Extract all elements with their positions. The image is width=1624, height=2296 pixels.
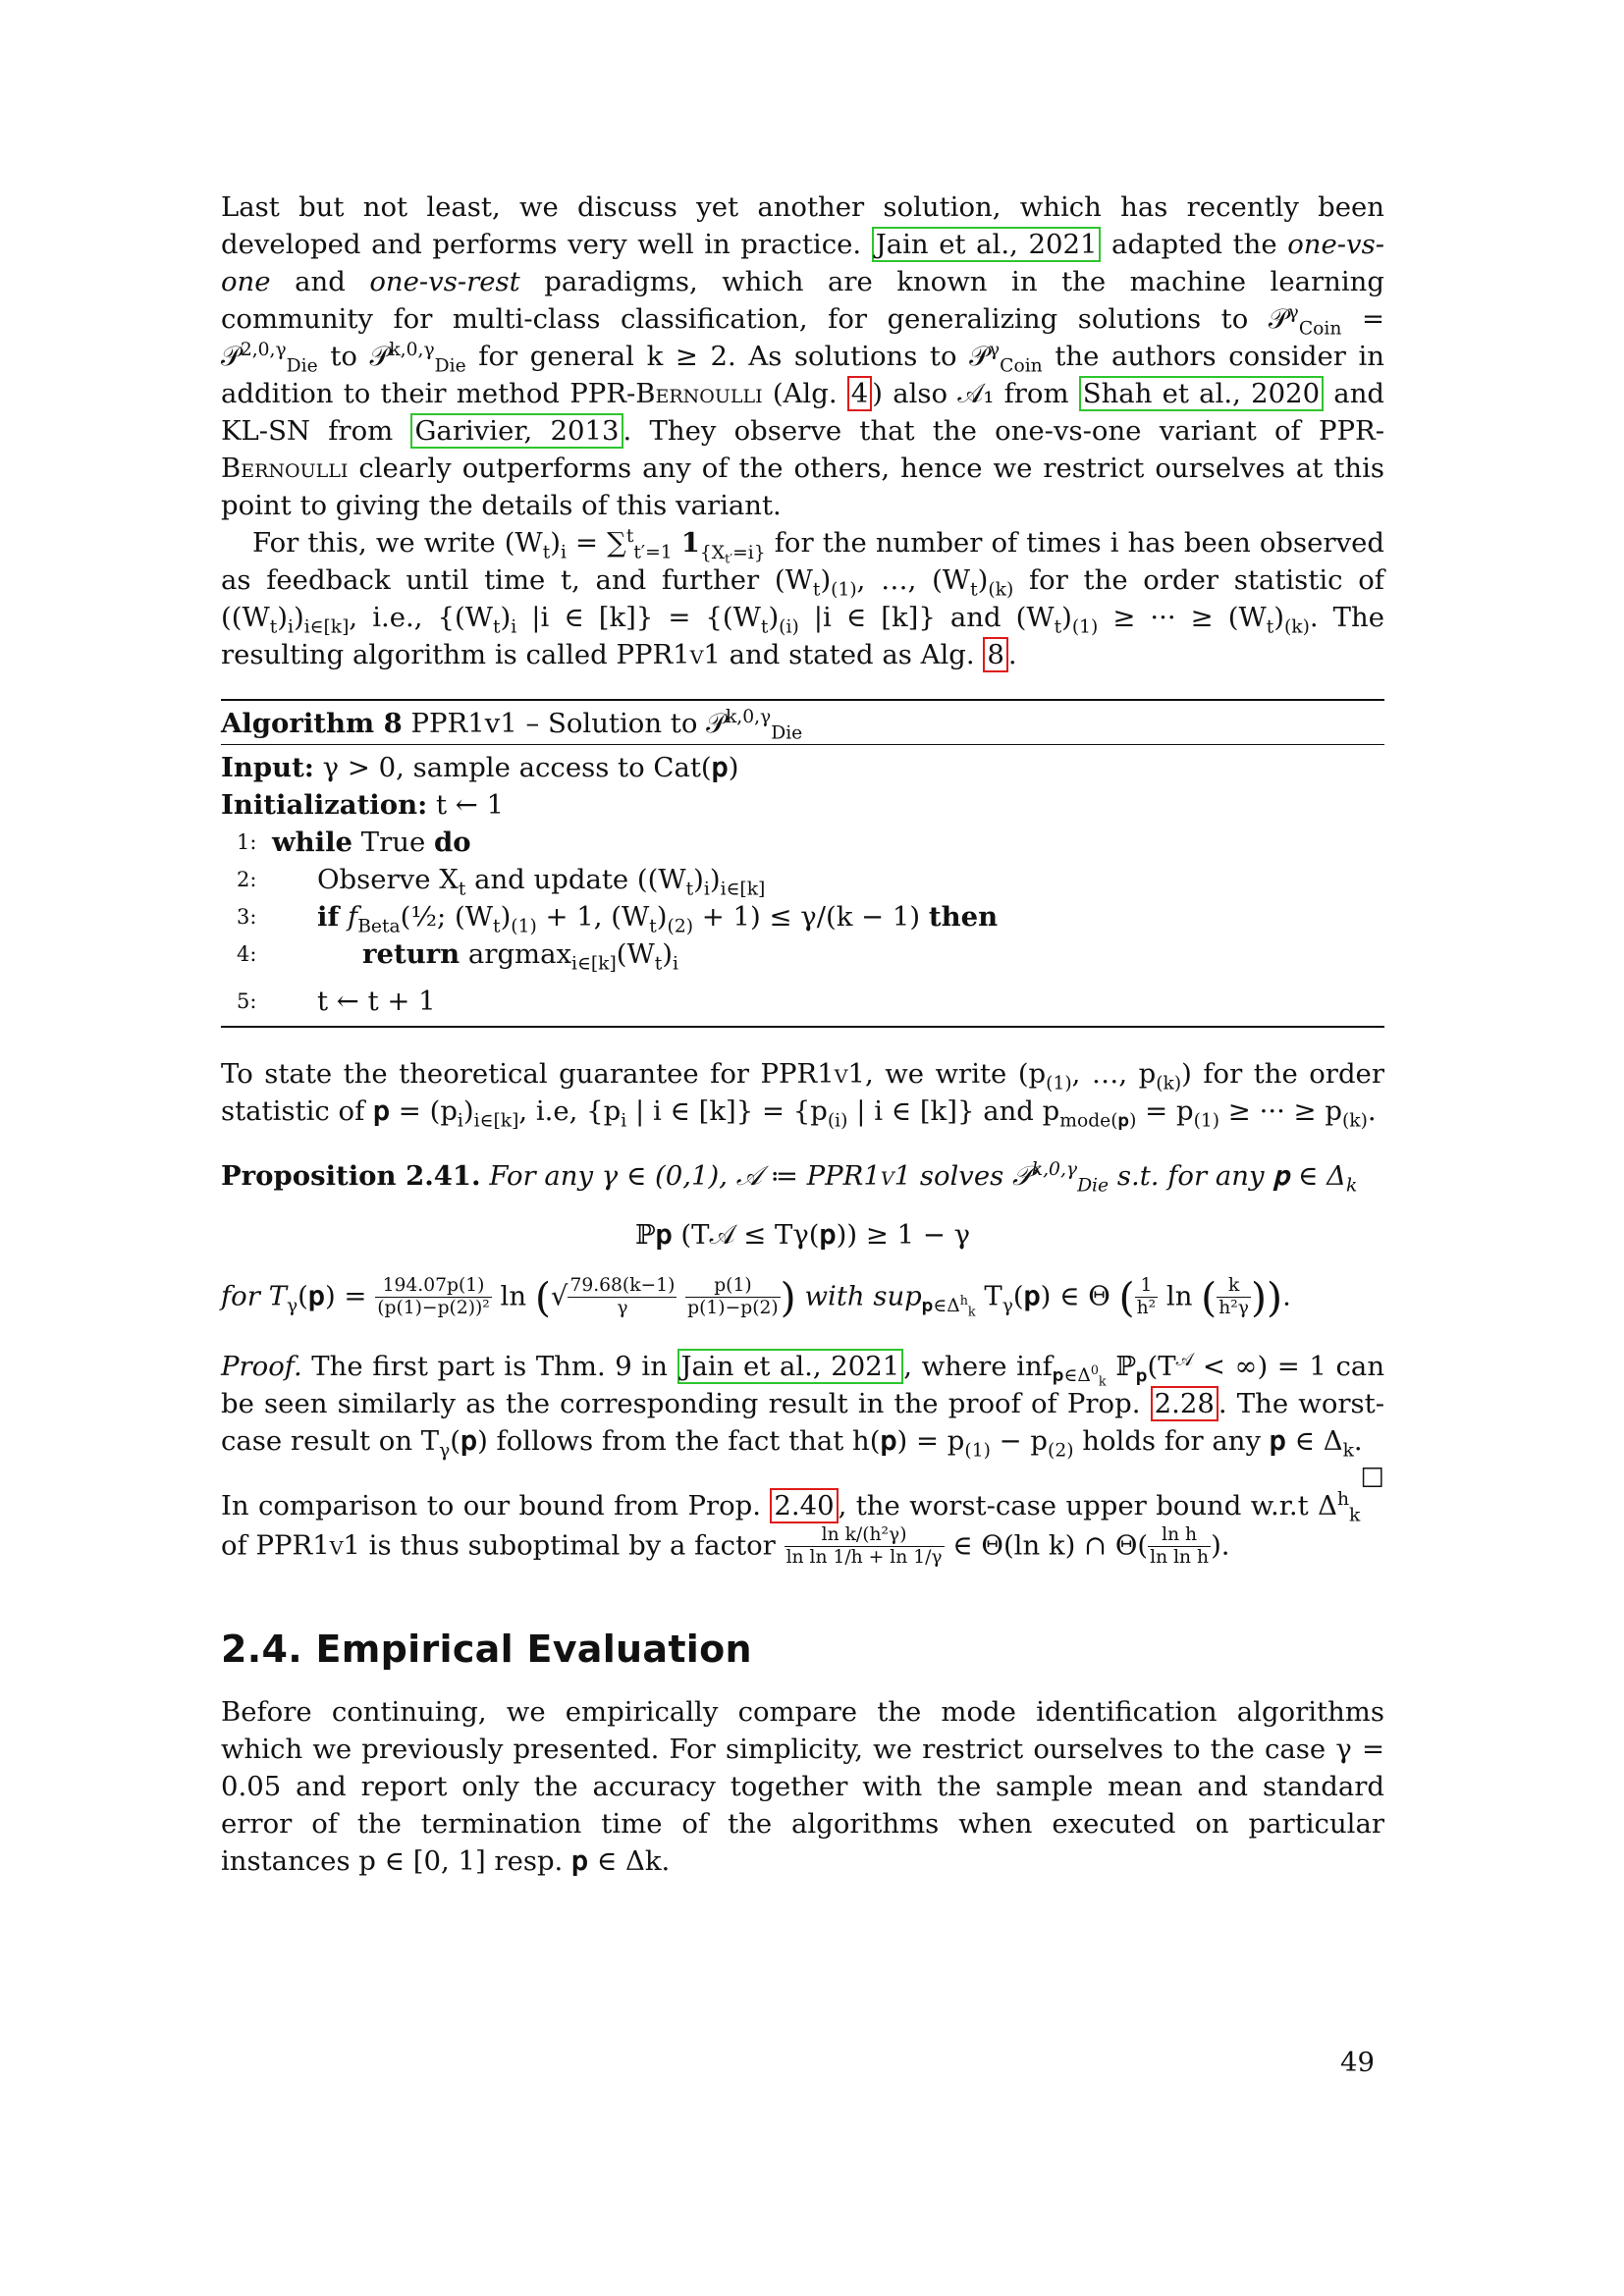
algorithm-body: [221, 745, 1384, 1026]
page-number: 49: [1340, 2047, 1375, 2078]
algorithm-line-5: 5: t ← t + 1: [237, 986, 436, 1017]
algorithm-line-2: 2: Observe $X_t$ and update $((W_t)_i)_{i\in[k]}$: [237, 864, 766, 900]
paragraph-empirical-intro: Before continuing, we empirically compare the mode identification algorithms which we previously presented. For simplicity, we restrict ourselves to the case γ = 0.05 and report only the accuracy together with the sample mean and standard error of the termination time of the algorithms when executed on particular instances p ∈ [0, 1] resp. 𝐩 ∈ Δk.: [221, 1695, 1384, 1877]
paragraph-order-statistic: For this, we write $(W_t)_i = \sum^t_{t'=1}$ $1_{\{X_{t'}=i\}}$ for the number of times i has been observed as feedback until time t, and further $(W_t)_{(1)}$, …, $(W_t)_{(k)}$ for the order statistic of $((W_t)_i)_{i\in[k]}$, i.e., {$(W_t)_i$ |i ∈ $[k]\} = \{(W_t)_{(i)}$ |i ∈ [k]} and $(W_t)_{(1)}$ ≥ ··· ≥ $(W_t)_{(k)}$. The resulting algorithm is called PPR1v1 and stated as Alg. 8 .: [221, 525, 1384, 670]
algorithm-line-4: 4: return $argmax_{i\in[k]}(W_t)_i$: [237, 938, 678, 975]
citation-jain-2021-proof[interactable]: Jain et al., 2021: [677, 1349, 904, 1384]
algorithm-input: Input: γ > 0, sample access to Cat(𝐩): [221, 752, 739, 783]
citation-garivier-2013[interactable]: Garivier, 2013: [410, 413, 623, 449]
proposition-ref-2-40[interactable]: 2.40: [770, 1488, 838, 1523]
paragraph-ppr-intro: Last but not least, we discuss yet another solution, which has recently been developed and performs very well in practice. Jain et al., 2021 adapted the one-vs-one and one-vs-rest paradigms, which are known in the machine learning community for multi-class classification, for generalizing solutions to 𝒫$^\gamma_{Coin}$ = 𝒫$^{2,0,\gamma}_{Die}$ to 𝒫$^{k,0,\gamma}_{Die}$ for general k ≥ 2. As solutions to 𝒫$^\gamma_{Coin}$ the authors consider in addition to their method PPR-Bernoulli (Alg. 4 ) also 𝒜₁ from Shah et al., 2020 and KL-SN from Garivier, 2013 . They observe that the one-vs-one variant of PPR-Bernoulli clearly outperforms any of the others, hence we restrict ourselves at this point to giving the details of this variant.: [221, 191, 1385, 521]
algorithm-initialization: Initialization: t ← 1: [221, 789, 505, 821]
qed-icon: ☐: [1360, 1462, 1384, 1494]
proposition-ref-2-28[interactable]: 2.28: [1151, 1386, 1218, 1421]
algorithm-8-box: [221, 699, 1384, 1028]
proposition-display-equation: ℙ𝐩 (T𝒜 ≤ Tγ(𝐩)) ≥ 1 − γ: [634, 1219, 971, 1251]
algorithm-ref-8[interactable]: 8: [983, 637, 1008, 672]
paragraph-theoretical-guarantee: To state the theoretical guarantee for PPR1v1, we write ($p_{(1)}$, …, $p_{(k)}$) for the order statistic of 𝐩 = $(p_i)_{i\in[k]}$, i.e, {$p_i$ | i ∈ $[k]\} = \{p_{(i)}$ | i ∈ [k]} and $p_{mode(𝐩)} = p_{(1)}$ ≥ ··· ≥ $p_{(k)}$.: [221, 1058, 1384, 1132]
algorithm-ref-4[interactable]: 4: [847, 376, 873, 411]
citation-shah-2020[interactable]: Shah et al., 2020: [1079, 376, 1324, 411]
page-body: [221, 188, 1384, 1880]
citation-jain-2021[interactable]: Jain et al., 2021: [872, 227, 1102, 262]
algorithm-line-3: 3: if $f_{Beta}(\frac{1}{2}$; $(W_t)_{(1)} + 1$, $(W_t)_{(2)} + 1) \le \gamma/(k - 1)$ then: [237, 901, 999, 937]
algorithm-header: Algorithm 8 PPR1v1 – Solution to 𝒫$^{k,0,\gamma}_{Die}$: [221, 701, 1384, 745]
proof-block: Proof. The first part is Thm. 9 in Jain et al., 2021 , where inf$_{𝐩\in\Delta^0_k}$ $ℙ_𝐩(T^𝒜$ < ∞) = 1 can be seen similarly as the corresponding result in the proof of Prop. 2.28 . The worst-case result on $T_\gamma(𝐩)$ follows from the fact that h(𝐩) = $p_{(1)} - p_{(2)}$ holds for any 𝐩 ∈ $\Delta_k$. ☐: [221, 1348, 1384, 1460]
paragraph-comparison: In comparison to our bound from Prop. 2.40 , the worst-case upper bound w.r.t $\Delta^h_k$ of PPR1v1 is thus suboptimal by a factor $\frac{\text{ln k/(h²γ)}}{\text{ln ln 1/h + ln 1/γ}}$ ∈ Θ(ln k) ∩ Θ( $\frac{\text{ln h}}{\text{ln ln h}}$ ).: [221, 1488, 1361, 1569]
section-heading-empirical-evaluation: 2.4. Empirical Evaluation: [221, 1627, 752, 1671]
proposition-bound-formula: for $T_\gamma(𝐩)$ = $\frac{194.07p(1)}{\text{(p(1)−p(2))²}}$ ln (√ $\frac{79.68(k-1)}{\gamma}$ $\frac{p(1)}{p(1)-p(2)}$ ) with sup$_{𝐩\in\Delta^h_k}$ $T_\gamma(𝐩)$ ∈ Θ ( $\frac{1}{\text{h²}}$ ln ( $\frac{k}{\text{h²γ}}$ )).: [221, 1273, 1291, 1321]
proposition-2-41: Proposition 2.41. For any γ ∈ (0,1), 𝒜 ≔ PPR1v1 solves 𝒫$^{k,0,\gamma}_{Die}$ s.t. for any 𝐩 ∈ $\Delta_k$: [221, 1158, 1358, 1197]
algorithm-line-1: 1: while True do: [237, 827, 471, 858]
